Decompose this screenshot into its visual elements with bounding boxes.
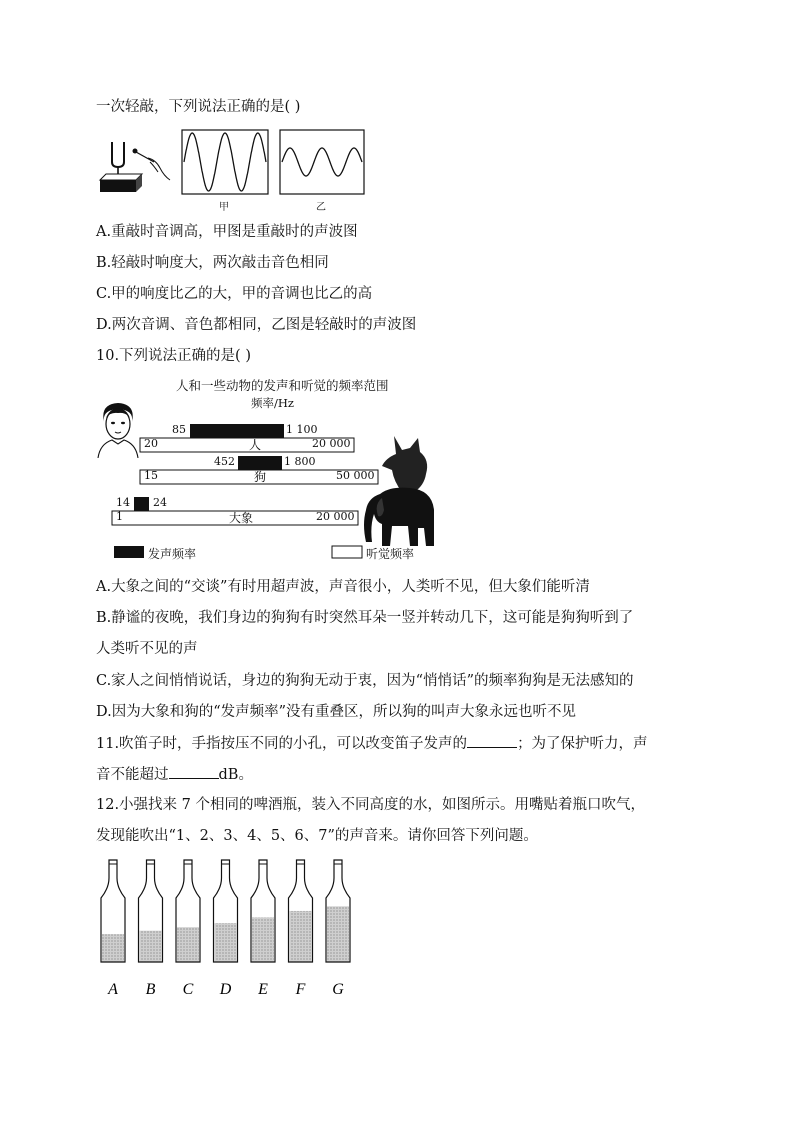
q9-option-d: D.两次音调、音色都相同，乙图是轻敲时的声波图 — [96, 317, 417, 333]
human-emit-min: 85 — [172, 423, 186, 436]
bottle-B — [139, 860, 163, 998]
bottle-label-D: D — [219, 981, 232, 998]
dog-emit-max: 1 800 — [284, 455, 316, 468]
elephant-name: 大象 — [229, 511, 254, 525]
q9-option-b: B.轻敲时响度大，两次敲击音色相同 — [96, 255, 329, 271]
bottle-label-C: C — [182, 981, 194, 998]
q11-line2 — [96, 764, 253, 785]
frequency-range-chart — [96, 374, 441, 566]
water-level-A — [102, 934, 124, 962]
bottle-label-E: E — [258, 981, 268, 998]
bottle-label-G: G — [332, 981, 344, 998]
water-level-B — [140, 931, 162, 962]
elephant-emit-max: 24 — [153, 496, 167, 509]
human-hear-min: 20 — [144, 437, 158, 450]
q12-line2: 发现能吹出“1、2、3、4、5、6、7”的声音来。请你回答下列问题。 — [96, 828, 538, 844]
bottles-figure — [96, 856, 356, 1006]
bottle-D — [214, 860, 238, 998]
bottles-svg — [96, 856, 356, 1006]
bottle-A — [101, 860, 125, 998]
elephant-hear-max: 20 000 — [316, 510, 355, 523]
q10-option-a: A.大象之间的“交谈”有时用超声波，声音很小，人类听不见，但大象们能听清 — [96, 579, 590, 595]
q10-option-b-continued: 人类听不见的声 — [96, 641, 198, 657]
waveform-yi-label: 乙 — [316, 202, 326, 213]
q12-line1: 12.小强找来 7 个相同的啤酒瓶，装入不同高度的水，如图所示。用嘴贴着瓶口吹气， — [96, 797, 646, 813]
legend-hear-swatch — [332, 546, 362, 558]
dog-name: 狗 — [254, 470, 267, 484]
q10-stem: 10.下列说法正确的是( ) — [96, 348, 251, 364]
elephant-emit-bar — [134, 497, 149, 511]
bottle-label-A: A — [108, 981, 118, 998]
bottle-E — [251, 860, 275, 998]
water-level-D — [215, 923, 237, 962]
q9-option-a: A.重敲时音调高，甲图是重敲时的声波图 — [96, 224, 358, 240]
q9-option-c: C.甲的响度比乙的大，甲的音调也比乙的高 — [96, 286, 373, 302]
q11-blank-1[interactable] — [467, 733, 517, 748]
water-level-F — [290, 911, 312, 962]
q11-text-line2-part2: dB。 — [218, 767, 253, 783]
human-hear-max: 20 000 — [312, 437, 351, 450]
waveform-yi-frame — [280, 130, 364, 194]
chart-title: 人和一些动物的发声和听觉的频率范围 — [176, 378, 389, 393]
q10-option-d: D.因为大象和狗的“发声频率”没有重叠区，所以狗的叫声大象永远也听不见 — [96, 704, 577, 720]
bottle-F — [289, 860, 313, 998]
legend-emit-swatch — [114, 546, 144, 558]
q11-text-part2: ；为了保护听力，声 — [517, 736, 648, 752]
tuning-fork-waveforms — [96, 128, 386, 214]
chart-unit: 频率/Hz — [251, 396, 294, 410]
human-name: 人 — [249, 438, 262, 452]
legend-emit-label: 发声频率 — [148, 547, 197, 561]
q11-text-line2-part1: 音不能超过 — [96, 767, 169, 783]
bottle-C — [176, 860, 200, 998]
q10-option-b: B.静谧的夜晚，我们身边的狗狗有时突然耳朵一竖并转动几下，这可能是狗狗听到了 — [96, 610, 634, 626]
bottle-G — [326, 860, 350, 998]
dog-hear-max: 50 000 — [336, 469, 375, 482]
q10-option-c: C.家人之间悄悄说话，身边的狗狗无动于衷，因为“悄悄话”的频率狗狗是无法感知的 — [96, 673, 634, 689]
waveform-jia-label: 甲 — [219, 202, 229, 213]
human-emit-max: 1 100 — [286, 423, 318, 436]
q9-figure — [96, 128, 386, 214]
q9-stem: 一次轻敲，下列说法正确的是( ) — [96, 99, 301, 115]
water-level-E — [252, 917, 274, 962]
q11-line1 — [96, 733, 648, 754]
q11-text-part1: 11.吹笛子时，手指按压不同的小孔，可以改变笛子发声的 — [96, 736, 468, 752]
water-level-G — [327, 906, 349, 962]
dog-emit-min: 452 — [214, 455, 235, 468]
bottle-label-B: B — [145, 981, 156, 998]
q11-blank-2[interactable] — [169, 764, 219, 779]
human-emit-bar — [190, 424, 284, 438]
legend-hear-label: 听觉频率 — [366, 547, 415, 561]
water-level-C — [177, 927, 199, 962]
waveform-jia-frame — [182, 130, 268, 194]
elephant-hear-min: 1 — [116, 510, 123, 523]
dog-hear-min: 15 — [144, 469, 158, 482]
bottle-label-F: F — [295, 981, 306, 998]
tuning-fork-icon — [100, 142, 170, 192]
elephant-emit-min: 14 — [116, 496, 130, 509]
